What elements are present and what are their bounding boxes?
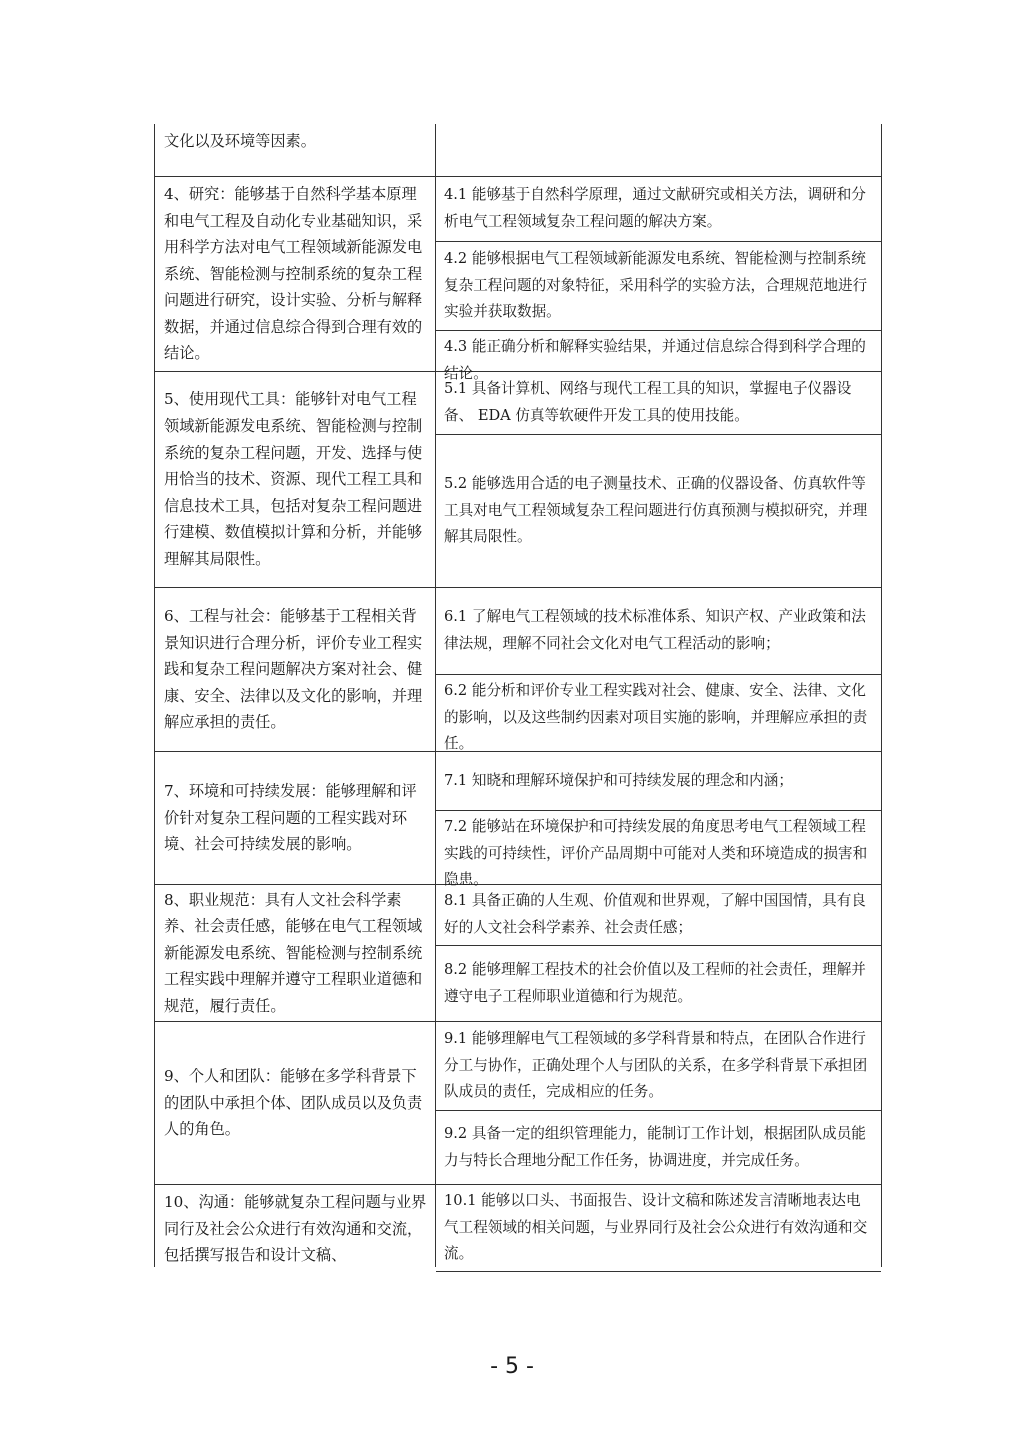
table-row: [154, 1021, 882, 1184]
indicator-column: [436, 752, 882, 889]
indicator-cell: 4.2 能够根据电气工程领域新能源发电系统、智能检测与控制系统复杂工程问题的对象特征，采用科学的实验方法，合理规范地进行实验并获取数据。: [436, 241, 881, 330]
indicator-cell: 5.1 具备计算机、网络与现代工程工具的知识，掌握电子仪器设备、 EDA 仿真等软硬件开发工具的使用技能。: [444, 380, 852, 424]
indicator-cell: 7.1 知晓和理解环境保护和可持续发展的理念和内涵；: [444, 771, 793, 789]
table-row: [154, 884, 882, 1021]
requirement-cell: 8、职业规范：具有人文社会科学素养、社会责任感，能够在电气工程领域新能源发电系统、智能检测与控制系统工程实践中理解并遵守工程职业道德和规范，履行责任。: [154, 885, 436, 1021]
indicator-column: [436, 885, 882, 1021]
indicator-column: [436, 124, 882, 176]
indicator-cell: 7.2 能够站在环境保护和可持续发展的角度思考电气工程领域工程实践的可持续性，评价产品周期中可能对人类和环境造成的损害和隐患。: [436, 810, 881, 897]
table-row: [154, 751, 882, 889]
indicator-cell: 8.2 能够理解工程技术的社会价值以及工程师的社会责任，理解并遵守电子工程师职业道德和行为规范。: [436, 945, 881, 1021]
table-row: [154, 371, 882, 587]
indicator-cell: 9.2 具备一定的组织管理能力，能制订工作计划，根据团队成员能力与特长合理地分配工作任务，协调进度，并完成任务。: [436, 1110, 881, 1184]
indicator-cell: 4.3 能正确分析和解释实验结果，并通过信息综合得到科学合理的结论。: [436, 330, 881, 390]
indicator-cell: 6.2 能分析和评价专业工程实践对社会、健康、安全、法律、文化的影响，以及这些制约因素对项目实施的影响，并理解应承担的责任。: [436, 674, 881, 761]
indicator-column: [436, 177, 882, 382]
table-row: [154, 124, 882, 176]
requirement-cell: 5、使用现代工具：能够针对电气工程领域新能源发电系统、智能检测与控制系统的复杂工程问题，开发、选择与使用恰当的技术、资源、现代工程工具和信息技术工具，包括对复杂工程问题进行建模、数值模拟计算和分析，并能够理解其局限性。: [154, 372, 436, 587]
indicator-cell: 4.1 能够基于自然科学原理，通过文献研究或相关方法，调研和分析电气工程领域复杂工程问题的解决方案。: [444, 186, 866, 230]
requirement-cell: 7、环境和可持续发展：能够理解和评价针对复杂工程问题的工程实践对环境、社会可持续发展的影响。: [154, 752, 436, 884]
page-number: - 5 -: [490, 1354, 534, 1379]
requirement-cell: 6、工程与社会：能够基于工程相关背景知识进行合理分析，评价专业工程实践和复杂工程问题解决方案对社会、健康、安全、法律以及文化的影响，并理解应承担的责任。: [154, 588, 436, 751]
indicator-column: [436, 1022, 882, 1184]
indicator-cell: 9.1 能够理解电气工程领域的多学科背景和特点，在团队合作进行分工与协作，正确处理个人与团队的关系，在多学科背景下承担团队成员的责任，完成相应的任务。: [444, 1030, 868, 1101]
table-row: [154, 176, 882, 382]
table-row: [154, 1184, 882, 1267]
indicator-column: [436, 1185, 882, 1267]
table-row: [154, 587, 882, 751]
indicator-cell: 5.2 能够选用合适的电子测量技术、正确的仪器设备、仿真软件等工具对电气工程领域复杂工程问题进行仿真预测与模拟研究，并理解其局限性。: [436, 434, 881, 587]
requirements-table: [154, 124, 882, 1267]
indicator-cell: [436, 124, 881, 176]
indicator-cell: 6.1 了解电气工程领域的技术标准体系、知识产权、产业政策和法 律法规，理解不同社会文化对电气工程活动的影响；: [444, 608, 866, 652]
indicator-cell: 10.1 能够以口头、书面报告、设计文稿和陈述发言清晰地表达电气工程领域的相关问题，与业界同行及社会公众进行有效沟通和交流。: [436, 1185, 881, 1272]
indicator-column: [436, 588, 882, 751]
indicator-column: [436, 372, 882, 587]
requirement-cell: 4、研究：能够基于自然科学基本原理和电气工程及自动化专业基础知识，采用科学方法对电气工程领域新能源发电系统、智能检测与控制系统的复杂工程问题进行研究，设计实验、分析与解释数据，并通过信息综合得到合理有效的结论。: [154, 177, 436, 371]
requirement-cell: 10、沟通：能够就复杂工程问题与业界同行及社会公众进行有效沟通和交流，包括撰写报告和设计文稿、: [154, 1185, 436, 1267]
indicator-cell: 8.1 具备正确的人生观、价值观和世界观，了解中国国情，具有良好的人文社会科学素养、社会责任感；: [444, 892, 866, 936]
requirement-cell: 9、个人和团队：能够在多学科背景下的团队中承担个体、团队成员以及负责人的角色。: [154, 1022, 436, 1184]
requirement-cell: 文化以及环境等因素。: [154, 124, 436, 176]
